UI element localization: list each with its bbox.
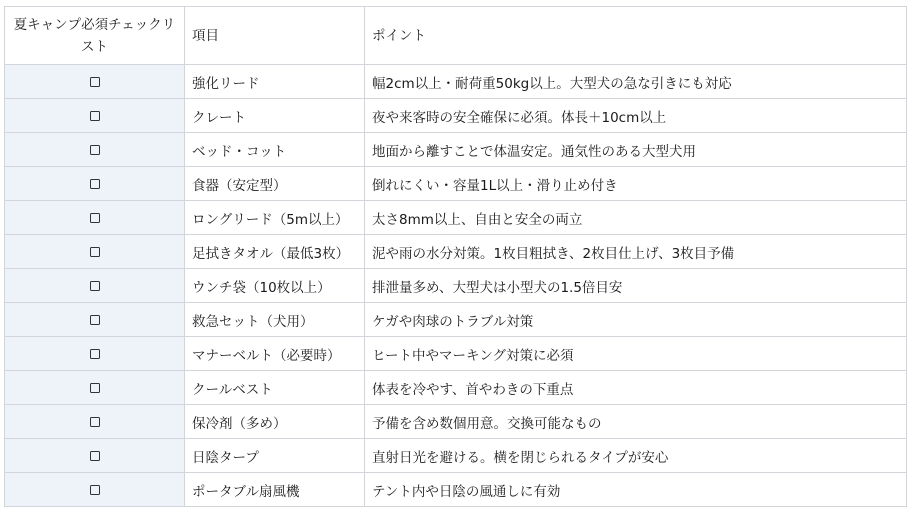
point-cell: 排泄量多め、大型犬は小型犬の1.5倍目安 [365,269,907,303]
checkbox-icon[interactable] [90,145,100,155]
point-cell: 体表を冷やす、首やわきの下重点 [365,371,907,405]
point-cell: 地面から離すことで体温安定。通気性のある大型犬用 [365,133,907,167]
table-row [5,99,907,133]
checkbox-icon[interactable] [90,451,100,461]
checkbox-cell[interactable] [5,133,185,167]
item-cell: ロングリード（5m以上） [185,201,365,235]
checkbox-icon[interactable] [90,179,100,189]
item-cell: クレート [185,99,365,133]
point-cell: 太さ8mm以上、自由と安全の両立 [365,201,907,235]
item-cell: 日陰タープ [185,439,365,473]
item-cell: 食器（安定型） [185,167,365,201]
checkbox-cell[interactable] [5,371,185,405]
checkbox-cell[interactable] [5,65,185,99]
table-header-row [5,7,907,65]
table-row [5,65,907,99]
table-row [5,439,907,473]
item-cell: クールベスト [185,371,365,405]
checkbox-icon[interactable] [90,77,100,87]
point-cell: 夜や来客時の安全確保に必須。体長＋10cm以上 [365,99,907,133]
item-cell: ウンチ袋（10枚以上） [185,269,365,303]
table-row [5,303,907,337]
table-row [5,167,907,201]
checkbox-icon[interactable] [90,111,100,121]
header-point: ポイント [365,7,907,65]
point-cell: ヒート中やマーキング対策に必須 [365,337,907,371]
table-row [5,371,907,405]
checkbox-cell[interactable] [5,167,185,201]
checkbox-icon[interactable] [90,281,100,291]
checkbox-cell[interactable] [5,99,185,133]
table-row [5,337,907,371]
checkbox-icon[interactable] [90,247,100,257]
item-cell: 救急セット（犬用） [185,303,365,337]
table-row [5,201,907,235]
point-cell: 直射日光を避ける。横を閉じられるタイプが安心 [365,439,907,473]
checkbox-cell[interactable] [5,405,185,439]
checkbox-cell[interactable] [5,269,185,303]
point-cell: テント内や日陰の風通しに有効 [365,473,907,507]
point-cell: ケガや肉球のトラブル対策 [365,303,907,337]
item-cell: 保冷剤（多め） [185,405,365,439]
checkbox-icon[interactable] [90,417,100,427]
checkbox-cell[interactable] [5,439,185,473]
item-cell: ベッド・コット [185,133,365,167]
point-cell: 幅2cm以上・耐荷重50kg以上。大型犬の急な引きにも対応 [365,65,907,99]
table-row [5,473,907,507]
header-checklist: 夏キャンプ必須チェックリスト [5,7,185,65]
header-item: 項目 [185,7,365,65]
point-cell: 倒れにくい・容量1L以上・滑り止め付き [365,167,907,201]
checkbox-icon[interactable] [90,315,100,325]
checkbox-cell[interactable] [5,473,185,507]
checkbox-icon[interactable] [90,485,100,495]
item-cell: ポータブル扇風機 [185,473,365,507]
point-cell: 予備を含め数個用意。交換可能なもの [365,405,907,439]
table-row [5,235,907,269]
checklist-table [4,6,907,507]
checkbox-cell[interactable] [5,235,185,269]
table-row [5,133,907,167]
checkbox-icon[interactable] [90,383,100,393]
checkbox-cell[interactable] [5,201,185,235]
table-row [5,405,907,439]
item-cell: 足拭きタオル（最低3枚） [185,235,365,269]
checkbox-cell[interactable] [5,337,185,371]
table-row [5,269,907,303]
item-cell: マナーベルト（必要時） [185,337,365,371]
checkbox-icon[interactable] [90,349,100,359]
point-cell: 泥や雨の水分対策。1枚目粗拭き、2枚目仕上げ、3枚目予備 [365,235,907,269]
item-cell: 強化リード [185,65,365,99]
checkbox-icon[interactable] [90,213,100,223]
checkbox-cell[interactable] [5,303,185,337]
